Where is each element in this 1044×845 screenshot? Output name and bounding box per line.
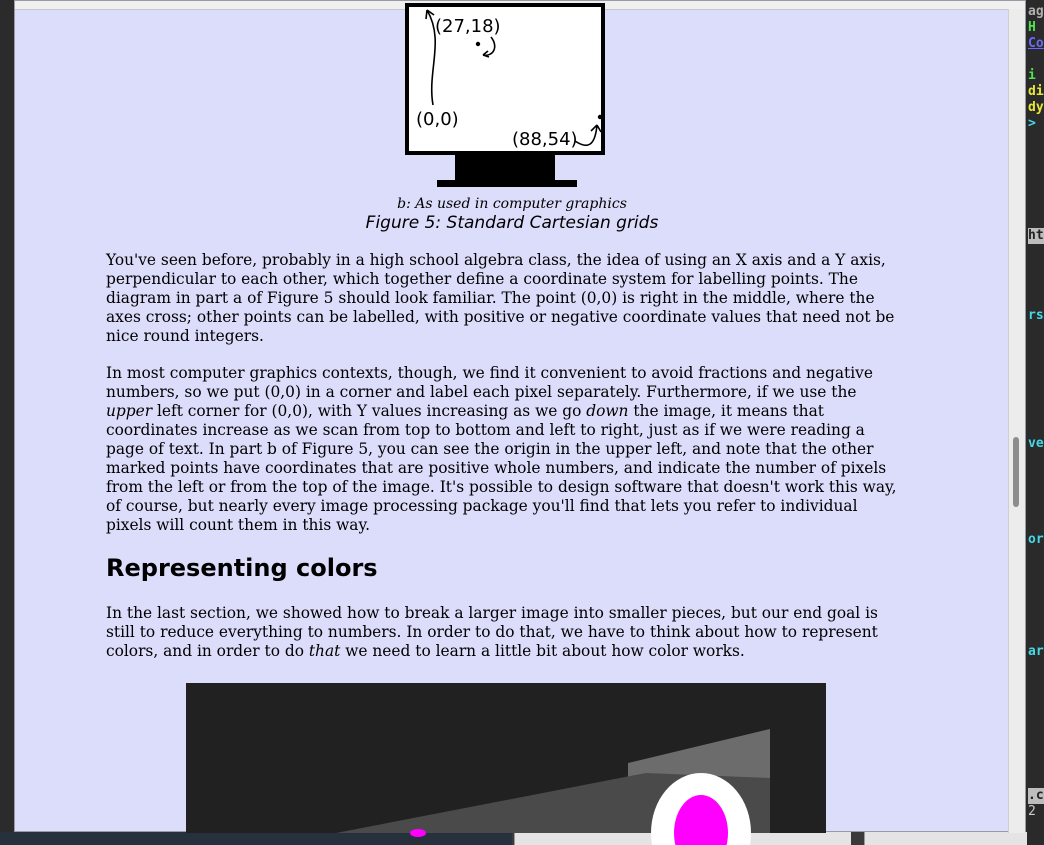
editor-fragment: or: [1028, 532, 1044, 547]
figure-caption: Figure 5: Standard Cartesian grids: [365, 213, 659, 233]
section-heading: Representing colors: [106, 554, 378, 582]
vertical-scrollbar[interactable]: [1008, 9, 1025, 833]
background-editor-window: [1026, 0, 1042, 845]
monitor-base: [437, 180, 577, 187]
editor-fragment: ve: [1028, 436, 1044, 451]
emphasis-text: that: [308, 642, 341, 660]
emphasis-text: upper: [106, 402, 153, 420]
figure-subcaption: b: As used in computer graphics: [397, 196, 627, 212]
editor-fragment: di: [1028, 84, 1044, 99]
editor-fragment: i: [1028, 68, 1036, 83]
monitor-neck: [455, 153, 555, 181]
editor-fragment: Co: [1028, 36, 1044, 51]
editor-fragment: ar: [1028, 644, 1044, 659]
point-label: (88,54): [512, 129, 578, 150]
text-span: In the last section, we showed how to break a larger image into smaller pieces, but our end goal is still to reduce everything to numbers. In order to do that, we have to think about how to represent colors, and in order to do: [106, 604, 878, 660]
text-span: In most computer graphics contexts, though, we find it convenient to avoid fractions and negative numbers, so we put (0,0) in a corner and label each pixel separately. Furthermore, if we use the: [106, 364, 873, 401]
paragraph: [106, 364, 906, 535]
page-content: [15, 1, 1009, 833]
editor-fragment: ht: [1028, 228, 1044, 243]
scrollbar-thumb[interactable]: [1013, 437, 1019, 507]
editor-fragment: 2: [1028, 804, 1036, 819]
text-span: we need to learn a little bit about how color works.: [340, 642, 745, 660]
text-span: the image, it means that coordinates increase as we scan from top to bottom and left to right, just as if we were reading a page of text. In part b of Figure 5, you can see the origin in the upper left, and note that the other marked points have coordinates that are positive whole numbers, and indicate the number of pixels from the left or from the top of the image. It's possible to design software that doesn't work this way, of course, but nearly every image processing package you'll find that lets you refer to individual pixels will count them in this way.: [106, 402, 897, 534]
editor-fragment: ag: [1028, 4, 1044, 19]
emphasis-text: down: [586, 402, 629, 420]
editor-fragment: .c: [1028, 788, 1044, 803]
taskbar-strip: [0, 832, 1026, 845]
taskbar-segment[interactable]: [864, 832, 1027, 845]
color-illustration: [186, 683, 826, 833]
browser-window: [14, 0, 1026, 832]
paragraph: You've seen before, probably in a high school algebra class, the idea of using an X axis and a Y axis, perpendicular to each other, which together define a coordinate system for labelling points. The diagram in part a of Figure 5 should look familiar. The point (0,0) is right in the middle, where the axes cross; other points can be labelled, with positive or negative coordinate values that need not be nice round integers.: [106, 251, 895, 345]
monitor-diagram: [405, 1, 605, 189]
point-label: (27,18): [435, 16, 501, 37]
text-span: left corner for (0,0), with Y values increasing as we go: [152, 402, 587, 420]
editor-fragment: rs: [1028, 308, 1044, 323]
editor-fragment: dy: [1028, 100, 1044, 115]
point-label: (0,0): [416, 109, 459, 130]
point-dot: [598, 115, 602, 119]
editor-fragment: >: [1028, 116, 1036, 131]
taskbar-segment: [0, 832, 512, 845]
paragraph: [106, 604, 906, 661]
editor-fragment: H: [1028, 20, 1036, 35]
point-dot: [476, 42, 480, 46]
magenta-spot: [410, 829, 426, 837]
